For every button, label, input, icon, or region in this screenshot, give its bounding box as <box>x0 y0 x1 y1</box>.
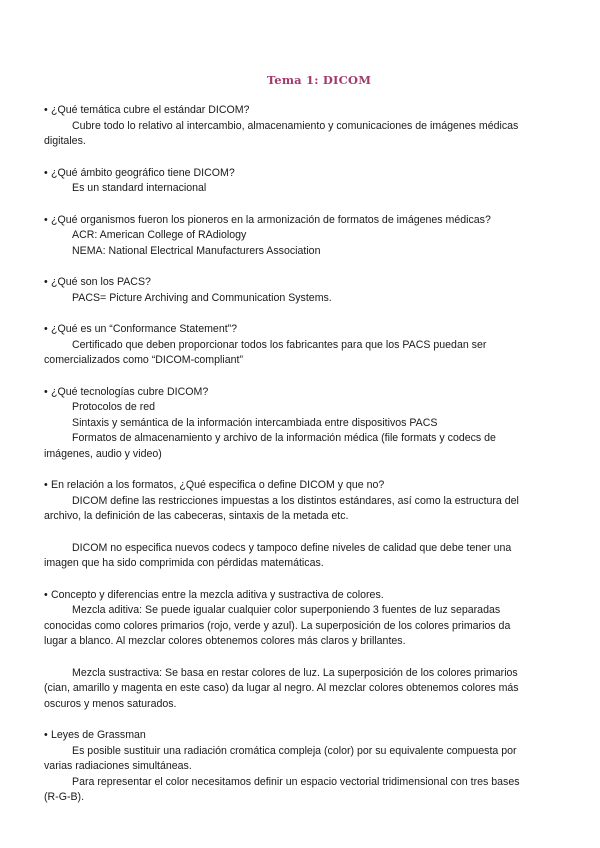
question-text: En relación a los formatos, ¿Qué especifica o define DICOM y que no? <box>51 479 385 491</box>
answer: Es posible sustituir una radiación cromática compleja (color) por su equivalente compuesta por varias radiaciones simultáneas. <box>44 744 517 772</box>
section-dicom-scope <box>44 103 520 150</box>
answer: Protocolos de red <box>72 401 156 413</box>
section-grassman <box>44 728 520 806</box>
bullet-icon: • <box>44 479 48 491</box>
section-pacs <box>44 275 520 306</box>
bullet-icon: • <box>44 588 48 601</box>
content-body <box>44 103 520 822</box>
answer: PACS= Picture Archiving and Communication Systems. <box>72 291 332 304</box>
question-text: ¿Qué tecnologías cubre DICOM? <box>51 385 209 398</box>
question <box>44 103 520 119</box>
question <box>44 728 520 744</box>
answer: Formatos de almacenamiento y archivo de la información médica (file formats y codecs de imágenes, audio y video) <box>44 432 496 460</box>
section-conformance <box>44 322 520 369</box>
bullet-icon: • <box>44 729 48 741</box>
question-text: ¿Qué es un “Conformance Statement”? <box>51 323 238 335</box>
section-technologies <box>44 385 520 463</box>
section-formats <box>44 478 520 572</box>
question <box>44 322 520 338</box>
section-pioneers <box>44 213 520 260</box>
paragraph-gap <box>44 650 520 666</box>
answer: Sintaxis y semántica de la información intercambiada entre dispositivos PACS <box>72 416 438 429</box>
answer: Mezcla sustractiva: Se basa en restar colores de luz. La superposición de los colores primarios (cian, amarillo y magenta en este caso) da lugar al negro. Al mezclar colores obtenemos colores más oscuros y menos saturados. <box>44 666 519 710</box>
bullet-icon: • <box>44 323 48 335</box>
question <box>44 275 520 291</box>
answer: Cubre todo lo relativo al intercambio, almacenamiento y comunicaciones de imágenes médicas digitales. <box>44 119 519 147</box>
question <box>44 213 520 229</box>
section-geographic-scope <box>44 166 520 197</box>
answer: Para representar el color necesitamos definir un espacio vectorial tridimensional con tres bases (R-G-B). <box>44 775 520 803</box>
answer: Mezcla aditiva: Se puede igualar cualquier color superponiendo 3 fuentes de luz separadas conocidas como colores primarios (rojo, verde y azul). La superposición de los colores primarios da lugar a blanco. Al mezclar colores obtenemos colores más claros y brillantes. <box>44 604 511 647</box>
bullet-icon: • <box>44 276 48 288</box>
question <box>44 478 520 494</box>
question-text: Concepto y diferencias entre la mezcla aditiva y sustractiva de colores. <box>51 588 384 601</box>
paragraph-gap <box>44 525 520 541</box>
answer: Es un standard internacional <box>72 182 207 194</box>
question-text: ¿Qué temática cubre el estándar DICOM? <box>51 104 250 116</box>
question <box>44 385 520 401</box>
answer: DICOM define las restricciones impuestas a los distintos estándares, así como la estructura del archivo, la definición de las cabeceras, sintaxis de la metada etc. <box>44 494 519 522</box>
section-color-mixing <box>44 588 520 713</box>
answer: NEMA: National Electrical Manufacturers Association <box>72 244 321 257</box>
bullet-icon: • <box>44 104 48 116</box>
question-text: Leyes de Grassman <box>51 729 146 741</box>
bullet-icon: • <box>44 166 48 179</box>
question <box>44 588 520 604</box>
question-text: ¿Qué organismos fueron los pioneros en la armonización de formatos de imágenes médicas? <box>51 213 491 226</box>
answer: ACR: American College of RAdiology <box>72 229 247 241</box>
question <box>44 166 520 182</box>
page-title: Tema 1: DICOM <box>266 73 372 87</box>
question-text: ¿Qué ámbito geográfico tiene DICOM? <box>51 166 235 179</box>
bullet-icon: • <box>44 385 48 398</box>
answer: Certificado que deben proporcionar todos los fabricantes para que los PACS puedan ser comercializados como “DICOM-compliant” <box>44 338 487 366</box>
bullet-icon: • <box>44 213 48 226</box>
question-text: ¿Qué son los PACS? <box>51 276 151 288</box>
answer: DICOM no especifica nuevos codecs y tampoco define niveles de calidad que debe tener una imagen que ha sido comprimida con pérdidas matemáticas. <box>44 541 512 569</box>
